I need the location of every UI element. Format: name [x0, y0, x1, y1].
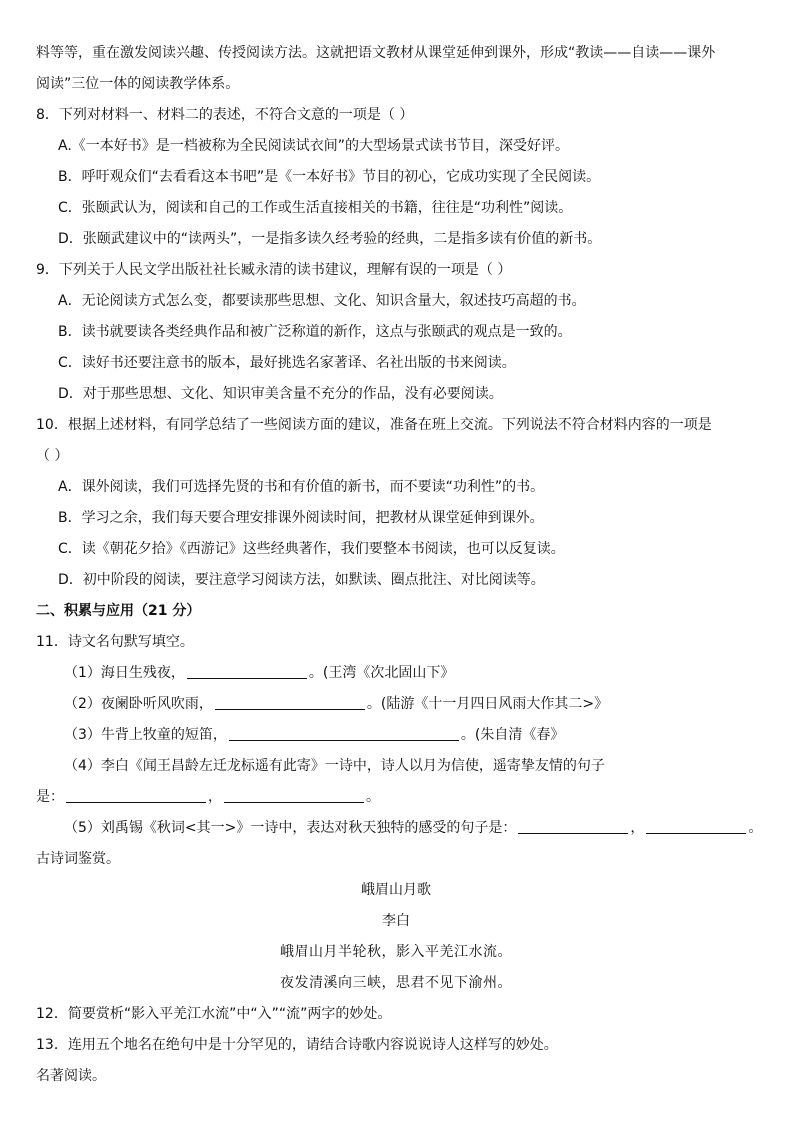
q10-stem-tail: （ ）: [36, 448, 69, 464]
poem-section-label: 古诗词鉴赏。: [36, 851, 120, 867]
reading-section-label: 名著阅读。: [36, 1068, 106, 1084]
q11-item-5-suffix: 。: [748, 820, 763, 836]
exam-page: [36, 38, 763, 1092]
q11-item-1-suffix: 。(王湾《次北固山下》: [308, 665, 455, 681]
q11-stem: 11．诗文名句默写填空。: [36, 634, 194, 650]
continuation-line-1: 料等等，重在激发阅读兴趣、传授阅读方法。这就把语文教材从课堂延伸到课外，形成“教读——自读——课外: [36, 45, 716, 61]
q11-item-5-separator: ，: [630, 820, 645, 836]
continuation-line-2: 阅读”三位一体的阅读教学体系。: [36, 76, 240, 92]
q10-option-c: C．读《朝花夕拾》《西游记》这些经典著作，我们要整本书阅读，也可以反复读。: [58, 541, 565, 557]
q9-stem: 9．下列关于人民文学出版社社长臧永清的读书建议，理解有误的一项是（ ）: [36, 262, 512, 278]
q11-blank-2[interactable]: [215, 693, 365, 710]
q11-item-4-line-1: （4）李白《闻王昌龄左迁龙标遥有此寄》一诗中，诗人以月为信使，遥寄挚友情的句子: [64, 758, 605, 774]
q11-item-1-prefix: （1）海日生残夜，: [64, 665, 185, 681]
q11-blank-3[interactable]: [229, 724, 459, 741]
q10-option-b: B．学习之余，我们每天要合理安排课外阅读时间，把教材从课堂延伸到课外。: [58, 510, 544, 526]
q8-option-c: C．张颐武认为，阅读和自己的工作或生活直接相关的书籍，往往是“功利性”阅读。: [58, 200, 573, 216]
q10-stem: 10．根据上述材料，有同学总结了一些阅读方面的建议，准备在班上交流。下列说法不符合材料内容的一项是: [36, 417, 712, 433]
q11-blank-4b[interactable]: [224, 786, 364, 803]
poem-line-1: 峨眉山月半轮秋，影入平羌江水流。: [280, 944, 512, 960]
q11-item-4-suffix: 。: [366, 789, 380, 805]
q11-item-5-prefix: （5）刘禹锡《秋词<其一>》一诗中，表达对秋天独特的感受的句子是：: [64, 820, 517, 836]
q11-blank-1[interactable]: [187, 662, 307, 679]
q10-option-d: D．初中阶段的阅读，要注意学习阅读方法，如默读、圈点批注、对比阅读等。: [58, 572, 545, 588]
poem-author: 李白: [382, 913, 410, 929]
poem-line-2: 夜发清溪向三峡，思君不见下渝州。: [280, 975, 512, 991]
q8-option-d: D．张颐武建议中的“读两头”，一是指多读久经考验的经典，二是指多读有价值的新书。: [58, 231, 602, 247]
q11-item-1: [36, 658, 756, 689]
q11-item-2-suffix: 。(陆游《十一月四日风雨大作其二>》: [366, 696, 609, 712]
q11-item-3: [36, 720, 756, 751]
poem-title: 峨眉山月歌: [361, 882, 431, 898]
q9-option-a: A．无论阅读方式怎么变，都要读那些思想、文化、知识含量大，叙述技巧高超的书。: [58, 293, 586, 309]
q11-blank-5a[interactable]: [518, 817, 628, 834]
q9-option-d: D．对于那些思想、文化、知识审美含量不充分的作品，没有必要阅读。: [58, 386, 503, 402]
q13-stem: 13．连用五个地名在绝句中是十分罕见的，请结合诗歌内容说说诗人这样写的妙处。: [36, 1037, 558, 1053]
q11-item-4-separator: ，: [208, 789, 222, 805]
q11-item-4-line-2: [36, 782, 756, 813]
section-2-title: 二、积累与应用（21 分）: [36, 603, 201, 619]
q11-blank-5b[interactable]: [646, 817, 746, 834]
q11-item-3-prefix: （3）牛背上牧童的短笛，: [64, 727, 227, 743]
q9-option-c: C．读好书还要注意书的版本，最好挑选名家著译、名社出版的书来阅读。: [58, 355, 516, 371]
q11-item-2-prefix: （2）夜阑卧听风吹雨，: [64, 696, 213, 712]
q8-stem: 8．下列对材料一、材料二的表述，不符合文意的一项是（ ）: [36, 107, 414, 123]
q12-stem: 12．简要赏析“影入平羌江水流”中“入”“流”两字的妙处。: [36, 1006, 392, 1022]
q8-option-b: B．呼吁观众们“去看看这本书吧”是《一本好书》节目的初心，它成功实现了全民阅读。: [58, 169, 601, 185]
q11-blank-4a[interactable]: [66, 786, 206, 803]
q11-item-3-suffix: 。(朱自清《春》: [460, 727, 565, 743]
q11-item-5: [36, 813, 763, 844]
q11-item-2: [36, 689, 756, 720]
q8-option-a: A.《一本好书》是一档被称为全民阅读试衣间”的大型场景式读书节目，深受好评。: [58, 138, 570, 154]
q10-option-a: A．课外阅读，我们可选择先贤的书和有价值的新书，而不要读“功利性”的书。: [58, 479, 545, 495]
q9-option-b: B．读书就要读各类经典作品和被广泛称道的新作，这点与张颐武的观点是一致的。: [58, 324, 572, 340]
q11-item-4-prefix: 是：: [36, 789, 64, 805]
